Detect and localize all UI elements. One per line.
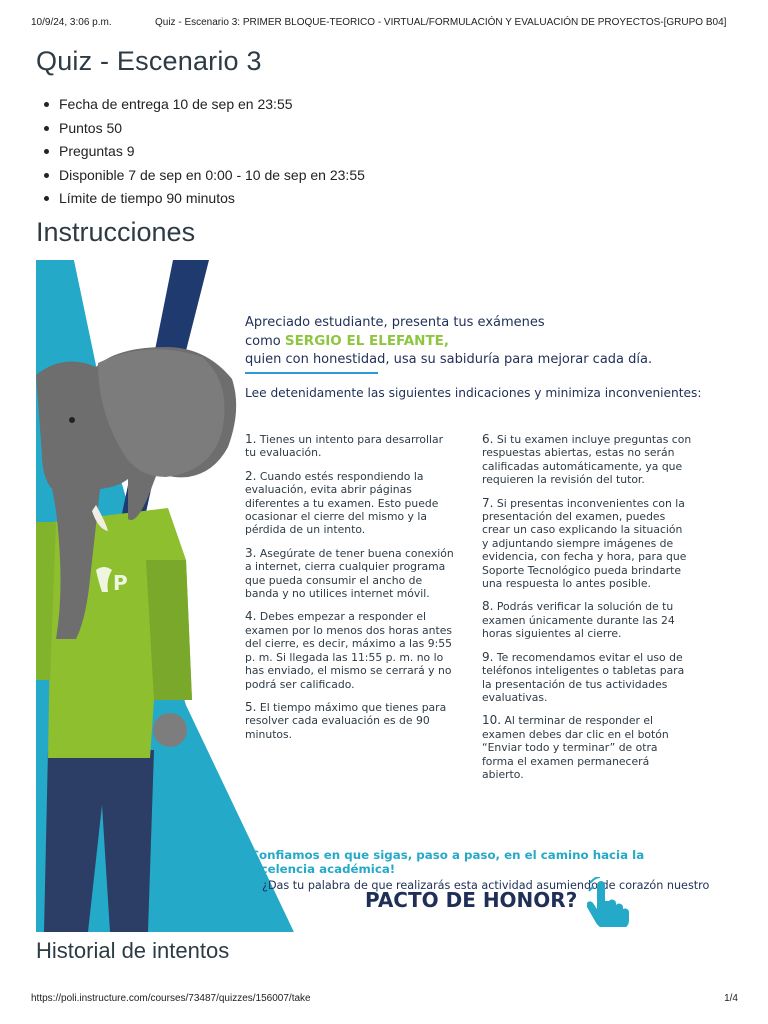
svg-text:P: P (113, 571, 128, 595)
banner-intro (245, 314, 652, 369)
banner-intro-line3: quien con honestidad, usa su sabiduría para mejorar cada día. (245, 352, 653, 367)
quiz-due-date: Fecha de entrega 10 de sep en 23:55 (44, 93, 365, 117)
banner-closing-line1: ¡Confiamos en que sigas, paso a paso, en el camino hacia la excelencia académica! (245, 848, 645, 876)
instructions-banner (36, 260, 740, 932)
banner-item: 1. Tienes un intento para desarrollar tu evaluación. (245, 432, 444, 460)
banner-item: 2. Cuando estés respondiendo la evaluación, evita abrir páginas diferentes a tu examen. Esto puede ocasionar el cierre del mismo y la pérdida de un intento. (245, 468, 439, 537)
print-timestamp: 10/9/24, 3:06 p.m. (31, 17, 112, 28)
quiz-availability: Disponible 7 de sep en 0:00 - 10 de sep en 23:55 (44, 164, 365, 188)
instructions-title: Instrucciones (36, 217, 196, 247)
honor-pact-heading: PACTO DE HONOR? (365, 888, 578, 912)
attempt-history-title: Historial de intentos (36, 938, 230, 963)
banner-item: 4. Debes empezar a responder el examen por lo menos dos horas antes del cierre, es decir, máximo a las 9:55 p. m. Si llegada las 11:55 p. m. no lo has enviado, el mismo se cerrará y no podrá ser calificado. (245, 609, 452, 691)
banner-item: 9. Te recomendamos evitar el uso de teléfonos inteligentes o tabletas para la presentación de tus actividades evaluativas. (482, 649, 685, 704)
banner-item: 7. Si presentas inconvenientes con la presentación del examen, puedes crear un caso explicando la situación y adjuntando siempre imágenes de evidencia, con fecha y hora, para que Soporte Tecnológico pueda brindarte una respuesta lo antes posible. (482, 495, 687, 591)
banner-item: 3. Asegúrate de tener buena conexión a internet, cierra cualquier programa que pueda consumir el ancho de banda y no utilices internet móvil. (245, 545, 454, 601)
page-title: Quiz - Escenario 3 (36, 46, 262, 76)
pointing-hand-icon (587, 877, 631, 927)
print-document-title: Quiz - Escenario 3: PRIMER BLOQUE-TEORICO - VIRTUAL/FORMULACIÓN Y EVALUACIÓN DE PROYECTOS-[GRUPO B04] (155, 17, 727, 28)
quiz-details (44, 93, 365, 211)
banner-mascot-name: SERGIO EL ELEFANTE, (284, 333, 450, 349)
banner-left-column (245, 433, 455, 751)
banner-divider (245, 372, 378, 374)
banner-lead: Lee detenidamente las siguientes indicaciones y minimiza inconvenientes: (245, 386, 702, 400)
banner-closing (245, 848, 715, 892)
quiz-time-limit: Límite de tiempo 90 minutos (44, 187, 365, 211)
banner-item: 8. Podrás verificar la solución de tu examen únicamente durante las 24 horas siguientes al cierre. (482, 599, 675, 641)
banner-item: 5. El tiempo máximo que tienes para resolver cada evaluación es de 90 minutos. (245, 699, 447, 741)
banner-intro-line1: Apreciado estudiante, presenta tus exámenes (245, 315, 545, 330)
print-url: https://poli.instructure.com/courses/73487/quizzes/156007/take (31, 993, 311, 1004)
print-page-number: 1/4 (724, 993, 738, 1004)
banner-item: 10. Al terminar de responder el examen debes dar clic en el botón “Enviar todo y terminar” de otra forma el examen permanecerá abierto. (482, 713, 669, 781)
banner-item: 6. Si tu examen incluye preguntas con respuestas abiertas, estas no serán calificadas automáticamente, ya que requieren la revisión del tutor. (482, 432, 692, 487)
banner-intro-como: como (245, 334, 281, 349)
quiz-points: Puntos 50 (44, 117, 365, 141)
quiz-questions: Preguntas 9 (44, 140, 365, 164)
banner-right-column (482, 433, 692, 791)
banner-closing-line2: ¿Das tu palabra de que realizarás esta actividad asumiendo de corazón nuestro (262, 879, 710, 892)
